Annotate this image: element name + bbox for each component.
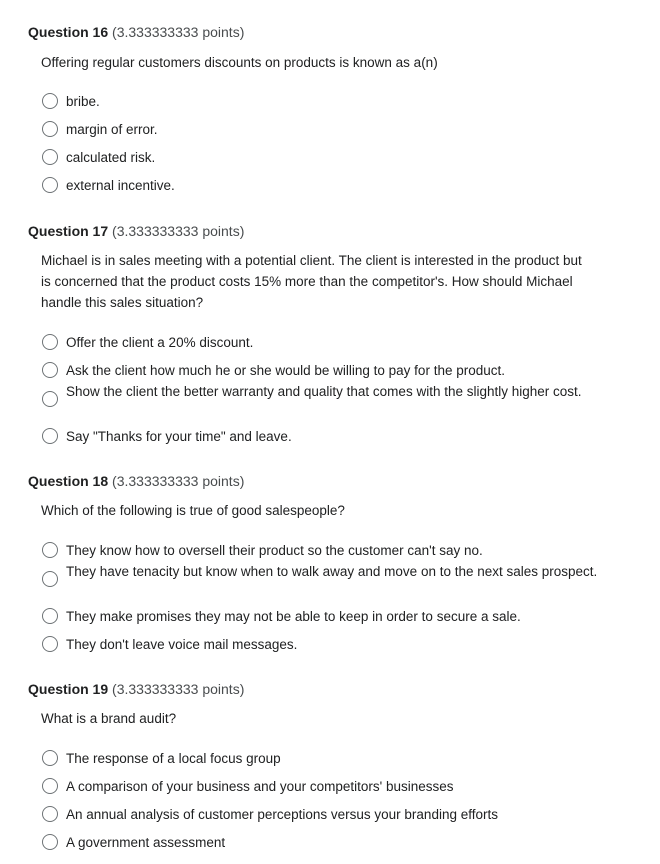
- question-prompt: Offering regular customers discounts on products is known as a(n): [41, 55, 438, 70]
- answer-label[interactable]: calculated risk.: [66, 150, 156, 165]
- radio-button[interactable]: [42, 571, 58, 587]
- radio-button[interactable]: [42, 93, 58, 109]
- radio-button[interactable]: [42, 636, 58, 652]
- radio-button[interactable]: [42, 149, 58, 165]
- answer-label[interactable]: A government assessment: [66, 835, 226, 850]
- radio-button[interactable]: [42, 608, 58, 624]
- radio-button[interactable]: [42, 542, 58, 558]
- question-prompt: Which of the following is true of good salespeople?: [41, 503, 345, 518]
- question-prompt: Michael is in sales meeting with a potential client. The client is interested in the product but is concerned that the product costs 15% more than the competitor's. How should Michael handle this sales situation?: [41, 253, 582, 310]
- radio-button[interactable]: [42, 806, 58, 822]
- answer-label[interactable]: An annual analysis of customer perceptions versus your branding efforts: [66, 807, 498, 822]
- question-title: Question 16: [28, 24, 109, 40]
- question-header: [28, 23, 640, 41]
- question-header: [28, 680, 640, 698]
- question-header: [28, 222, 640, 240]
- answer-label[interactable]: A comparison of your business and your competitors' businesses: [66, 779, 454, 794]
- radio-button[interactable]: [42, 391, 58, 407]
- question-16: [28, 23, 640, 193]
- question-17: [28, 222, 640, 444]
- radio-button[interactable]: [42, 121, 58, 137]
- radio-button[interactable]: [42, 750, 58, 766]
- answer-label[interactable]: margin of error.: [66, 122, 158, 137]
- answer-label[interactable]: external incentive.: [66, 178, 175, 193]
- answer-label[interactable]: Say "Thanks for your time" and leave.: [66, 429, 292, 444]
- question-title: Question 18: [28, 473, 109, 489]
- question-header: [28, 472, 640, 490]
- question-title: Question 17: [28, 223, 109, 239]
- radio-button[interactable]: [42, 177, 58, 193]
- question-points: (3.333333333 points): [112, 223, 245, 239]
- answer-label[interactable]: The response of a local focus group: [66, 751, 281, 766]
- answer-label[interactable]: Offer the client a 20% discount.: [66, 335, 254, 350]
- radio-button[interactable]: [42, 428, 58, 444]
- radio-button[interactable]: [42, 362, 58, 378]
- question-points: (3.333333333 points): [112, 681, 245, 697]
- radio-button[interactable]: [42, 834, 58, 850]
- question-prompt: What is a brand audit?: [41, 711, 177, 726]
- answer-label[interactable]: They make promises they may not be able to keep in order to secure a sale.: [66, 609, 521, 624]
- answer-label[interactable]: They don't leave voice mail messages.: [66, 637, 298, 652]
- question-19: [28, 680, 640, 850]
- question-title: Question 19: [28, 681, 109, 697]
- answer-label[interactable]: bribe.: [66, 94, 100, 109]
- answer-label[interactable]: They know how to oversell their product so the customer can't say no.: [66, 543, 483, 558]
- radio-button[interactable]: [42, 778, 58, 794]
- answer-label[interactable]: Show the client the better warranty and quality that comes with the slightly higher cost.: [66, 384, 582, 399]
- answer-label[interactable]: They have tenacity but know when to walk away and move on to the next sales prospect.: [66, 564, 598, 579]
- answer-label[interactable]: Ask the client how much he or she would be willing to pay for the product.: [66, 363, 505, 378]
- question-18: [28, 472, 640, 652]
- question-points: (3.333333333 points): [112, 24, 245, 40]
- radio-button[interactable]: [42, 334, 58, 350]
- question-points: (3.333333333 points): [112, 473, 245, 489]
